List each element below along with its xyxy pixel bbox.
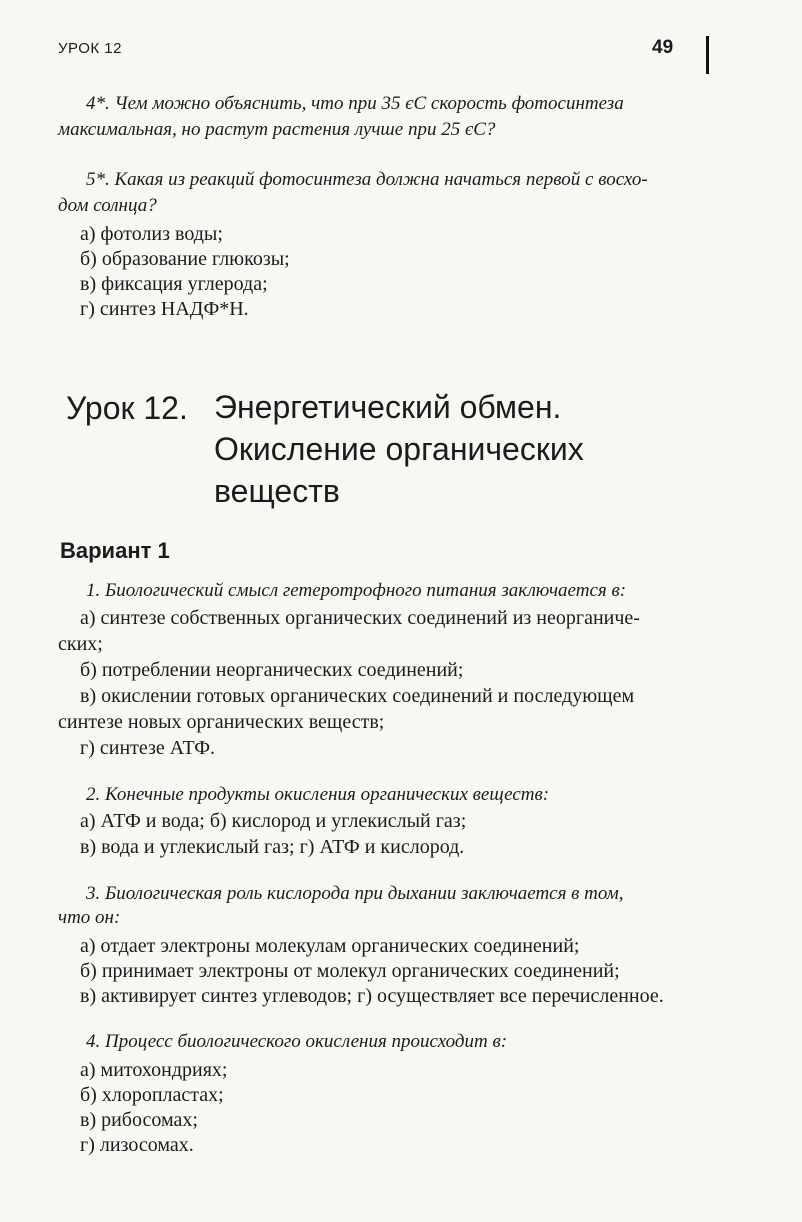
question-1: 1. Биологический смысл гетеротрофного питания заключается в: [86,580,627,601]
prev-q5-option-b: б) образование глюкозы; [80,248,290,270]
lesson-number: Урок 12. [66,390,188,426]
q1-line: г) синтезе АТФ. [80,737,216,759]
prev-question-5-line1: 5*. Какая из реакций фотосинтеза должна начаться первой с восхо- [86,169,648,190]
q4-option-d: г) лизосомах. [80,1134,194,1156]
q1-line: в) окислении готовых органических соединений и последующем [80,685,635,707]
question-3-line2: что он: [58,907,121,928]
question-3-line1: 3. Биологическая роль кислорода при дыхании заключается в том, [86,883,624,904]
q1-line: синтезе новых органических веществ; [58,711,385,733]
variant-title: Вариант 1 [60,538,170,563]
q3-line: в) активирует синтез углеводов; г) осуществляет все перечисленное. [80,985,664,1007]
prev-q5-option-d: г) синтез НАДФ*Н. [80,298,249,320]
q2-line: а) АТФ и вода; б) кислород и углекислый газ; [80,810,467,832]
q1-line: ских; [58,633,103,655]
prev-q5-option-a: а) фотолиз воды; [80,223,223,245]
question-4: 4. Процесс биологического окисления происходит в: [86,1031,508,1052]
lesson-title [214,386,584,512]
lesson-title-line: веществ [214,473,340,509]
lesson-title-line: Энергетический обмен. [214,389,562,425]
prev-question-4-line2: максимальная, но растут растения лучше при 25 єС? [58,119,496,140]
q4-option-a: а) митохондриях; [80,1059,228,1081]
q3-line: а) отдает электроны молекулам органических соединений; [80,935,580,957]
q2-line: в) вода и углекислый газ; г) АТФ и кислород. [80,836,465,858]
lesson-title-line: Окисление органических [214,431,584,467]
q4-option-b: б) хлоропластах; [80,1084,224,1106]
q4-option-c: в) рибосомах; [80,1109,198,1131]
running-header: УРОК 12 [58,40,122,57]
page-number: 49 [652,37,674,58]
prev-question-5-line2: дом солнца? [58,195,157,216]
question-2: 2. Конечные продукты окисления органических веществ: [86,784,550,805]
q1-line: а) синтезе собственных органических соединений из неорганиче- [80,607,640,629]
q1-line: б) потреблении неорганических соединений; [80,659,464,681]
prev-q5-option-c: в) фиксация углерода; [80,273,268,295]
q3-line: б) принимает электроны от молекул органических соединений; [80,960,620,982]
page-number-rule [706,36,709,74]
prev-question-4-line1: 4*. Чем можно объяснить, что при 35 єС скорость фотосинтеза [86,93,624,114]
